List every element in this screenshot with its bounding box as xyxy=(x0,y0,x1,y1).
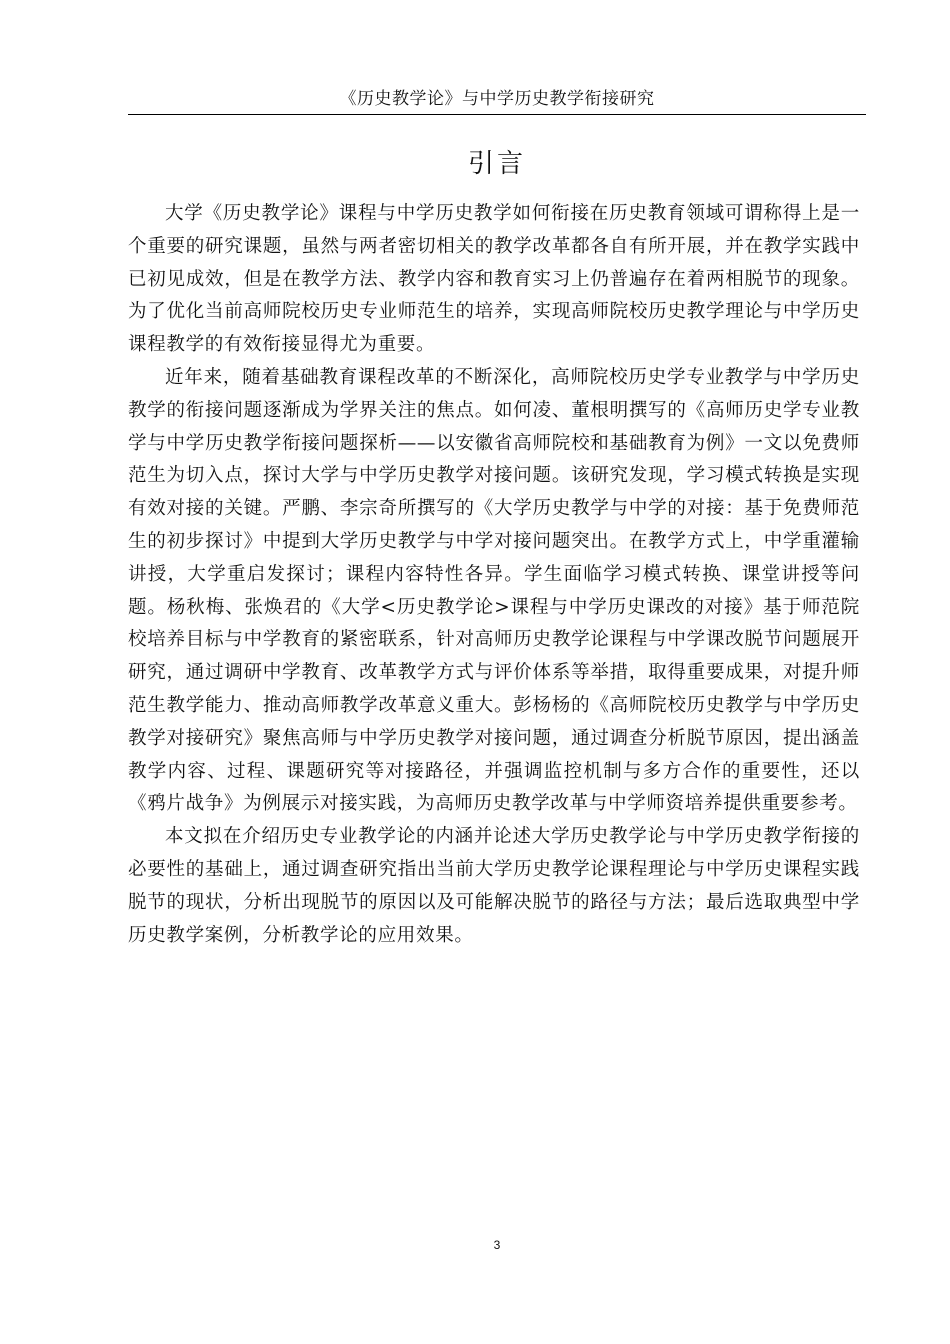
header-rule xyxy=(128,114,866,115)
paragraph-2: 近年来，随着基础教育课程改革的不断深化，高师院校历史学专业教学与中学历史教学的衔接问题逐渐成为学界关注的焦点。如何凌、董根明撰写的《高师历史学专业教学与中学历史教学衔接问题探析——以安徽省高师院校和基础教育为例》一文以免费师范生为切入点，探讨大学与中学历史教学对接问题。该研究发现，学习模式转换是实现有效对接的关键。严鹏、李宗奇所撰写的《大学历史教学与中学的对接：基于免费师范生的初步探讨》中提到大学历史教学与中学对接问题突出。在教学方式上，中学重灌输讲授，大学重启发探讨；课程内容特性各异。学生面临学习模式转换、课堂讲授等问题。杨秋梅、张焕君的《大学<历史教学论>课程与中学历史课改的对接》基于师范院校培养目标与中学教育的紧密联系，针对高师历史教学论课程与中学课改脱节问题展开研究，通过调研中学教育、改革教学方式与评价体系等举措，取得重要成果，对提升师范生教学能力、推动高师教学改革意义重大。彭杨杨的《高师院校历史教学与中学历史教学对接研究》聚焦高师与中学历史教学对接问题，通过调查分析脱节原因，提出涵盖教学内容、过程、课题研究等对接路径，并强调监控机制与多方合作的重要性，还以《鸦片战争》为例展示对接实践，为高师历史教学改革与中学师资培养提供重要参考。 xyxy=(128,366,860,815)
section-title: 引言 xyxy=(467,149,526,179)
running-header: 《历史教学论》与中学历史教学衔接研究 xyxy=(339,89,655,109)
body-text xyxy=(128,198,860,952)
page-number: 3 xyxy=(493,1238,501,1252)
paragraph-3: 本文拟在介绍历史专业教学论的内涵并论述大学历史教学论与中学历史教学衔接的必要性的基础上，通过调查研究指出当前大学历史教学论课程理论与中学历史课程实践脱节的现状，分析出现脱节的原因以及可能解决脱节的路径与方法；最后选取典型中学历史教学案例，分析教学论的应用效果。 xyxy=(128,826,860,946)
paragraph-1: 大学《历史教学论》课程与中学历史教学如何衔接在历史教育领域可谓称得上是一个重要的研究课题，虽然与两者密切相关的教学改革都各自有所开展，并在教学实践中已初见成效，但是在教学方法、教学内容和教育实习上仍普遍存在着两相脱节的现象。为了优化当前高师院校历史专业师范生的培养，实现高师院校历史教学理论与中学历史课程教学的有效衔接显得尤为重要。 xyxy=(128,203,860,356)
